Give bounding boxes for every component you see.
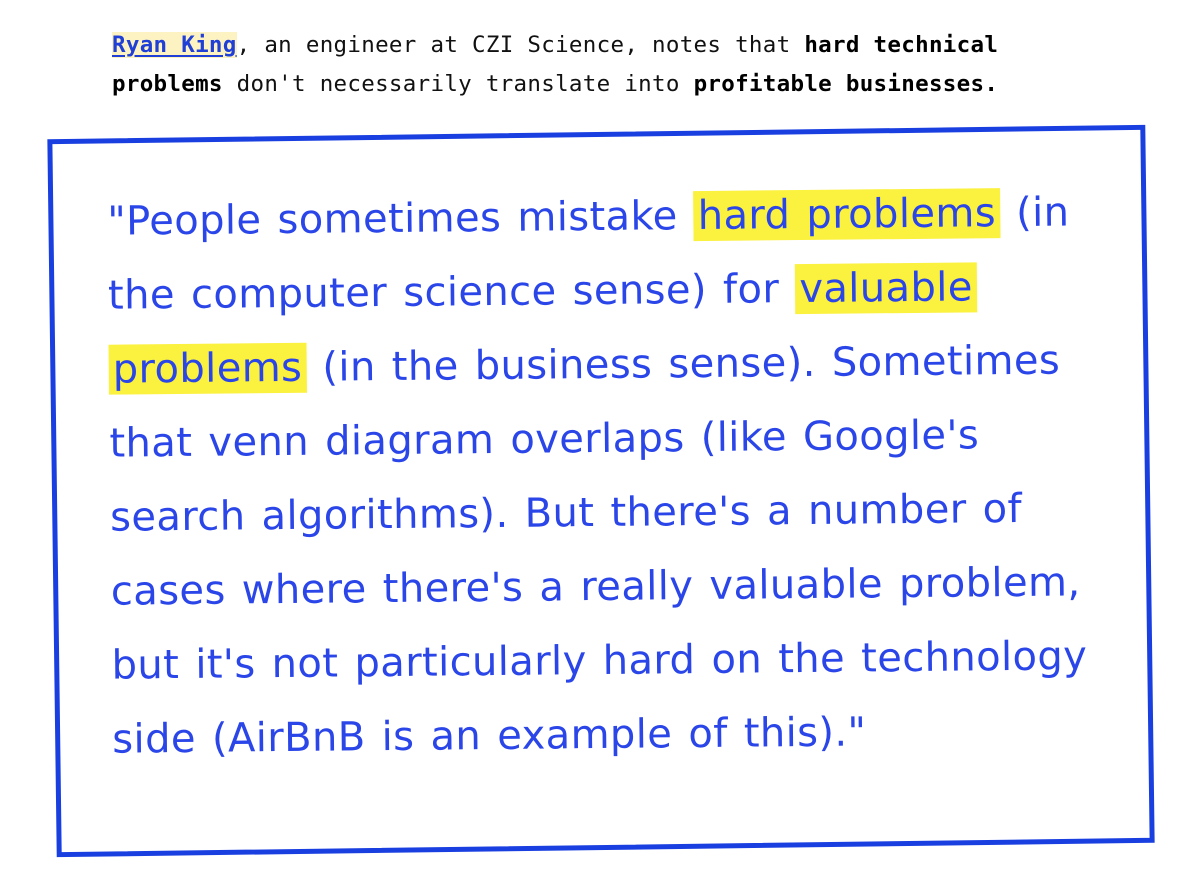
intro-bold-2: profitable businesses. — [693, 71, 999, 97]
quote-card — [47, 125, 1154, 857]
quote-highlight-valuable-problems: valuable problems — [109, 262, 978, 394]
quote-part: (in the business sense). Sometimes that venn diagram overlaps (like Google's search algorithms). But there's a number of cases where there's a really valuable problem, but it's not particularly hard on the technology side (AirBnB is an example of this)." — [109, 337, 1088, 763]
person-name-link[interactable]: Ryan King — [112, 32, 237, 58]
quote-highlight-hard-problems: hard problems — [693, 188, 1000, 241]
intro-paragraph — [112, 26, 1112, 104]
quote-text — [107, 175, 1113, 777]
intro-segment-2: don't necessarily translate into — [222, 71, 694, 97]
quote-part: "People sometimes mistake — [107, 193, 694, 245]
intro-bold-1: hard technical problems — [112, 32, 999, 97]
quote-part: (in the computer science sense) for — [107, 189, 1070, 319]
intro-segment-1: , an engineer at CZI Science, notes that — [236, 32, 805, 58]
